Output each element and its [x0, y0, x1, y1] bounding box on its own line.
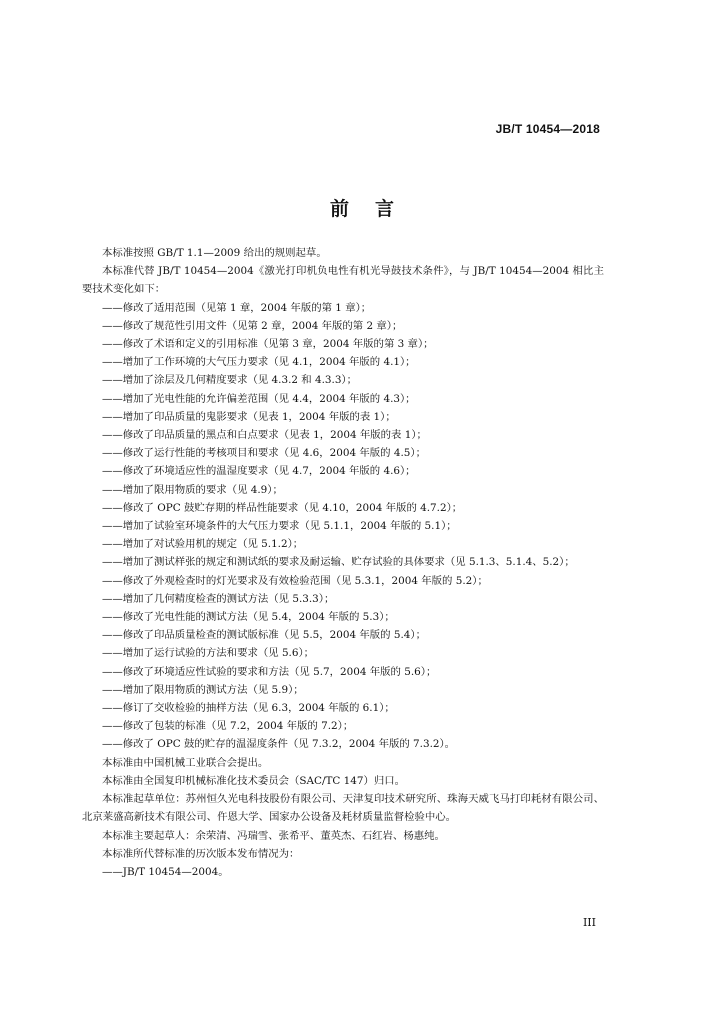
- list-item: ——修改了包装的标准（见 7.2，2004 年版的 7.2）；: [102, 720, 354, 733]
- previous-version-item: ——JB/T 10454—2004。: [102, 865, 229, 878]
- list-item: ——增加了运行试验的方法和要求（见 5.6）；: [102, 647, 315, 660]
- paragraph-drafting-rules: 本标准按照 GB/T 1.1—2009 给出的规则起草。: [102, 247, 327, 259]
- list-item: ——修订了交收检验的抽样方法（见 6.3，2004 年版的 6.1）；: [102, 702, 395, 715]
- foreword-body: [82, 244, 604, 881]
- list-item: ——修改了术语和定义的引用标准（见第 3 章，2004 年版的第 3 章）；: [102, 338, 434, 351]
- paragraph-under-jurisdiction: 本标准由全国复印机械标准化技术委员会（SAC/TC 147）归口。: [102, 774, 406, 787]
- list-item: ——修改了 OPC 鼓的贮存的温湿度条件（见 7.3.2，2004 年版的 7.3.2）。: [102, 738, 456, 751]
- list-item: ——增加了光电性能的允许偏差范围（见 4.4，2004 年版的 4.3）；: [102, 392, 416, 405]
- list-item: ——增加了对试验用机的规定（见 5.1.2）；: [102, 538, 304, 551]
- paragraph-proposed-by: 本标准由中国机械工业联合会提出。: [102, 756, 269, 769]
- list-item: ——修改了印品质量检查的测试版标准（见 5.5，2004 年版的 5.4）；: [102, 629, 426, 642]
- list-item: ——修改了运行性能的考核项目和要求（见 4.6，2004 年版的 4.5）；: [102, 447, 426, 460]
- paragraph-drafters: 本标准主要起草人：余荣清、冯瑞雪、张希平、董英杰、石红岩、杨惠纯。: [102, 829, 445, 842]
- list-item: ——增加了几何精度检查的测试方法（见 5.3.3）；: [102, 592, 335, 605]
- list-item: ——修改了印品质量的黑点和白点要求（见表 1，2004 年版的表 1）；: [102, 429, 427, 442]
- paragraph-previous-editions: 本标准所代替标准的历次版本发布情况为：: [102, 847, 300, 860]
- list-item: ——修改了适用范围（见第 1 章，2004 年版的第 1 章）；: [102, 301, 372, 314]
- list-item: ——修改了 OPC 鼓贮存期的样品性能要求（见 4.10，2004 年版的 4.7.2）；: [102, 501, 463, 514]
- page-title: 前言: [329, 198, 420, 220]
- list-item: ——修改了环境适应性试验的要求和方法（见 5.7，2004 年版的 5.6）；: [102, 665, 437, 678]
- list-item: ——修改了环境适应性的温湿度要求（见 4.7，2004 年版的 4.6）；: [102, 465, 416, 478]
- list-item: ——增加了测试样张的规定和测试纸的要求及耐运输、贮存试验的具体要求（见 5.1.3、5.1.4、5.2）；: [102, 556, 575, 569]
- page-number: III: [582, 916, 596, 929]
- list-item: ——增加了印品质量的鬼影要求（见表 1，2004 年版的表 1）；: [102, 410, 396, 423]
- standard-number: JB/T 10454—2018: [495, 122, 600, 136]
- changes-list: [82, 299, 604, 754]
- list-item: ——修改了外观检查时的灯光要求及有效检验范围（见 5.3.1，2004 年版的 5.2）；: [102, 574, 488, 587]
- list-item: ——增加了涂层及几何精度要求（见 4.3.2 和 4.3.3）；: [102, 374, 358, 387]
- list-item: ——增加了限用物质的要求（见 4.9）；: [102, 483, 283, 496]
- list-item: ——修改了光电性能的测试方法（见 5.4，2004 年版的 5.3）；: [102, 611, 395, 624]
- list-item: ——增加了限用物质的测试方法（见 5.9）；: [102, 683, 304, 696]
- paragraph-replaces: 本标准代替 JB/T 10454—2004《激光打印机负电性有机光导鼓技术条件》，与 JB/T 10454—2004 相比主要技术变化如下：: [82, 265, 604, 296]
- list-item: ——增加了工作环境的大气压力要求（见 4.1，2004 年版的 4.1）；: [102, 356, 416, 369]
- paragraph-drafting-units: 本标准起草单位：苏州恒久光电科技股份有限公司、天津复印技术研究所、珠海天威飞马打印耗材有限公司、北京莱盛高新技术有限公司、仵恩大学、国家办公设备及耗材质量监督检验中心。: [82, 793, 604, 824]
- list-item: ——增加了试验室环境条件的大气压力要求（见 5.1.1，2004 年版的 5.1）；: [102, 520, 457, 533]
- list-item: ——修改了规范性引用文件（见第 2 章，2004 年版的第 2 章）；: [102, 319, 403, 332]
